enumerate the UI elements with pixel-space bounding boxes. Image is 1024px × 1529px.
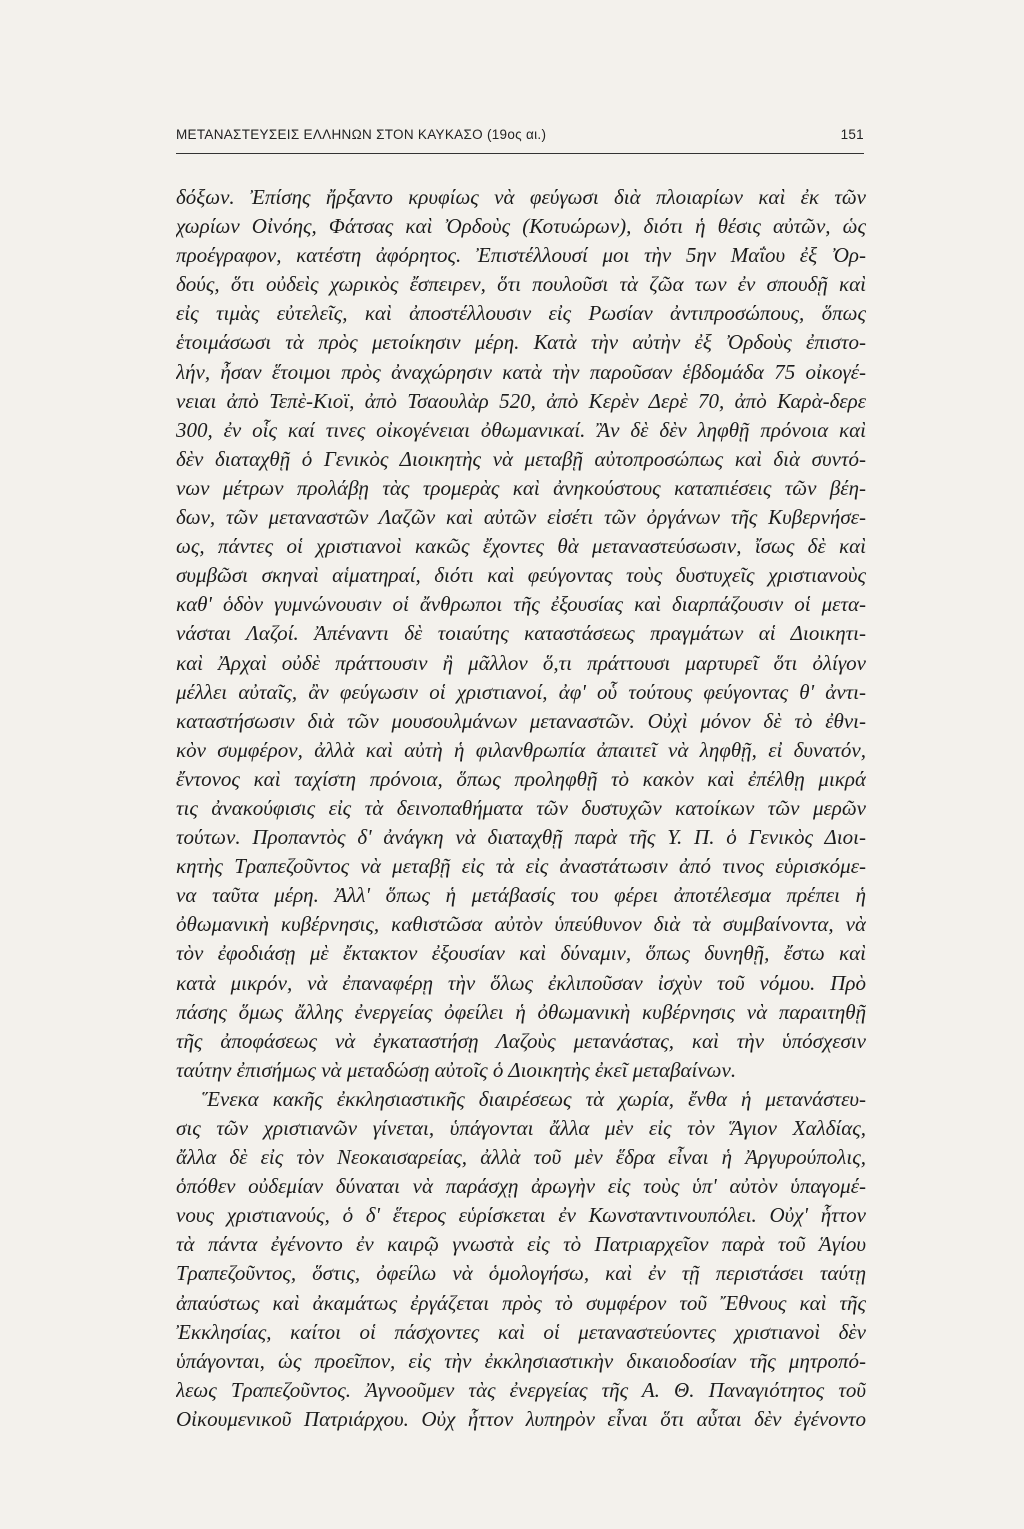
text-line: ως, πάντες οἱ χριστιανοὶ κακῶς ἔχοντες θὰ μεταναστεύσωσιν, ἴσως δὲ καὶ [176,534,866,559]
header-rule [176,153,864,154]
text-line: νους χριστιανούς, ὁ δ' ἕτερος εὑρίσκεται ἐν Κωνσταντινουπόλει. Οὐχ' ἧττον [176,1203,866,1228]
text-line: τὸν ἐφοδιάσῃ μὲ ἔκτακτον ἐξουσίαν καὶ δύναμιν, ὅπως δυνηθῇ, ἔστω καὶ [176,941,866,966]
text-line: μέλλει αὐταῖς, ἂν φεύγωσιν οἱ χριστιανοί, ἀφ' οὗ τούτους φεύγοντας θ' ἀντι- [176,679,866,704]
text-line: νάσται Λαζοί. Ἀπέναντι δὲ τοιαύτης καταστάσεως πραγμάτων αἱ Διοικητι- [176,621,866,646]
text-line: ἑτοιμάσωσι τὰ πρὸς μετοίκησιν μέρη. Κατὰ τὴν αὐτὴν ἐξ Ὀρδοὺς ἐπιστο- [176,330,866,355]
text-line: Ἕνεκα κακῆς ἐκκλησιαστικῆς διαιρέσεως τὰ χωρία, ἔνθα ἡ μετανάστευ- [202,1086,866,1111]
text-line: κητὴς Τραπεζοῦντος νὰ μεταβῇ εἰς τὰ εἰς ἀναστάτωσιν ἀπό τινος εὑρισκόμε- [176,854,866,879]
text-line: κὸν συμφέρον, ἀλλὰ καὶ αὐτὴ ἡ φιλανθρωπία ἀπαιτεῖ νὰ ληφθῇ, εἰ δυνατόν, [176,737,866,762]
text-line: 300, ἐν οἷς καί τινες οἰκογένειαι ὀθωμανικαί. Ἂν δὲ δὲν ληφθῇ πρόνοια καὶ [176,417,866,442]
page-number: 151 [840,127,864,142]
text-line: κατὰ μικρόν, νὰ ἐπαναφέρῃ τὴν ὅλως ἐκλιποῦσαν ἰσχὺν τοῦ νόμου. Πρὸ [176,970,866,995]
text-line: λήν, ἦσαν ἕτοιμοι πρὸς ἀναχώρησιν κατὰ τὴν παροῦσαν ἑβδομάδα 75 οἰκογέ- [176,359,866,384]
text-line: τούτων. Προπαντὸς δ' ἀνάγκη νὰ διαταχθῇ παρὰ τῆς Υ. Π. ὁ Γενικὸς Διοι- [176,825,866,850]
text-line: ὀθωμανικὴ κυβέρνησις, καθιστῶσα αὐτὸν ὑπεύθυνον διὰ τὰ συμβαίνοντα, νὰ [176,912,866,937]
text-line: δων, τῶν μεταναστῶν Λαζῶν καὶ αὐτῶν εἰσέτι τῶν ὀργάνων τῆς Κυβερνήσε- [176,505,866,530]
text-line: προέγραφον, κατέστη ἀφόρητος. Ἐπιστέλλουσί μοι τὴν 5ην Μαΐου ἐξ Ὀρ- [176,243,866,268]
text-line: ταύτην ἐπισήμως νὰ μεταδώσῃ αὐτοῖς ὁ Διοικητὴς ἐκεῖ μεταβαίνων. [176,1057,737,1082]
text-line: ὑπάγονται, ὡς προεῖπον, εἰς τὴν ἐκκλησιαστικὴν δικαιοδοσίαν τῆς μητροπό- [176,1348,866,1373]
text-line: να ταῦτα μέρη. Ἀλλ' ὅπως ἡ μετάβασίς του φέρει ἀποτέλεσμα πρέπει ἡ [176,883,866,908]
body-text [176,183,866,1434]
running-head [176,127,864,151]
text-line: λεως Τραπεζοῦντος. Ἀγνοοῦμεν τὰς ἐνεργείας τῆς Α. Θ. Παναγιότητος τοῦ [176,1377,866,1402]
text-line: νειαι ἀπὸ Τεπὲ-Κιοϊ, ἀπὸ Τσαουλὰρ 520, ἀπὸ Κερὲν Δερὲ 70, ἀπὸ Καρὰ-δερε [176,388,866,413]
text-line: καὶ Ἀρχαὶ οὐδὲ πράττουσιν ἢ μᾶλλον ὅ,τι πράττουσι μαρτυρεῖ ὅτι ὀλίγον [176,650,866,675]
text-line: τὰ πάντα ἐγένοντο ἐν καιρῷ γνωστὰ εἰς τὸ Πατριαρχεῖον παρὰ τοῦ Ἁγίου [176,1232,866,1257]
text-line: καθ' ὁδὸν γυμνώνουσιν οἱ ἄνθρωποι τῆς ἐξουσίας καὶ διαρπάζουσιν οἱ μετα- [176,592,866,617]
text-line: τις ἀνακούφισις εἰς τὰ δεινοπαθήματα τῶν δυστυχῶν κατοίκων τῶν μερῶν [176,795,866,820]
text-line: πάσης ὅμως ἄλλης ἐνεργείας ὀφείλει ἡ ὀθωμανικὴ κυβέρνησις νὰ παραιτηθῇ [176,999,866,1024]
text-line: νων μέτρων προλάβῃ τὰς τρομερὰς καὶ ἀνηκούστους καταπιέσεις τῶν βέη- [176,475,866,500]
text-line: ἔντονος καὶ ταχίστη πρόνοια, ὅπως προληφθῇ τὸ κακὸν καὶ ἐπέλθῃ μικρά [176,766,866,791]
text-line: Ἐκκλησίας, καίτοι οἱ πάσχοντες καὶ οἱ μεταναστεύοντες χριστιανοὶ δὲν [176,1319,866,1344]
text-line: Οἰκουμενικοῦ Πατριάρχου. Οὐχ ἧττον λυπηρὸν εἶναι ὅτι αὗται δὲν ἐγένοντο [176,1406,866,1431]
running-head-title: ΜΕΤΑΝΑΣΤΕΥΣΕΙΣ ΕΛΛΗΝΩΝ ΣΤΟΝ ΚΑΥΚΑΣΟ (19ος αι.) [176,127,547,142]
text-line: τῆς ἀποφάσεως νὰ ἐγκαταστήσῃ Λαζοὺς μετανάστας, καὶ τὴν ὑπόσχεσιν [176,1028,866,1053]
text-line: ἀπαύστως καὶ ἀκαμάτως ἐργάζεται πρὸς τὸ συμφέρον τοῦ Ἔθνους καὶ τῆς [176,1290,866,1315]
text-line: εἰς τιμὰς εὐτελεῖς, καὶ ἀποστέλλουσιν εἰς Ρωσίαν ἀντιπροσώπους, ὅπως [176,301,866,326]
text-line: καταστήσωσιν διὰ τῶν μουσουλμάνων μεταναστῶν. Οὐχὶ μόνον δὲ τὸ ἐθνι- [176,708,866,733]
text-line: χωρίων Οἰνόης, Φάτσας καὶ Ὀρδοὺς (Κοτυώρων), διότι ἡ θέσις αὐτῶν, ὡς [176,214,866,239]
text-line: Τραπεζοῦντος, ὅστις, ὀφείλω νὰ ὁμολογήσω, καὶ ἐν τῇ περιστάσει ταύτῃ [176,1261,866,1286]
text-line: σις τῶν χριστιανῶν γίνεται, ὑπάγονται ἄλλα μὲν εἰς τὸν Ἅγιον Χαλδίας, [176,1116,866,1140]
text-line: συμβῶσι σκηναὶ αἱματηραί, διότι καὶ φεύγοντας τοὺς δυστυχεῖς χριστιανοὺς [176,563,866,588]
text-line: δόξων. Ἐπίσης ἤρξαντο κρυφίως νὰ φεύγωσι διὰ πλοιαρίων καὶ ἐκ τῶν [176,185,866,209]
text-line: δούς, ὅτι οὐδεὶς χωρικὸς ἔσπειρεν, ὅτι πουλοῦσι τὰ ζῶα των ἐν σπουδῇ καὶ [176,272,866,297]
text-line: δὲν διαταχθῇ ὁ Γενικὸς Διοικητὴς νὰ μεταβῇ αὐτοπροσώπως καὶ διὰ συντό- [176,446,866,471]
text-line: ἄλλα δὲ εἰς τὸν Νεοκαισαρείας, ἀλλὰ τοῦ μὲν ἕδρα εἶναι ἡ Ἀργυρούπολις, [176,1145,866,1170]
text-line: ὁπόθεν οὐδεμίαν δύναται νὰ παράσχῃ ἀρωγὴν εἰς τοὺς ὑπ' αὐτὸν ὑπαγομέ- [176,1174,866,1199]
